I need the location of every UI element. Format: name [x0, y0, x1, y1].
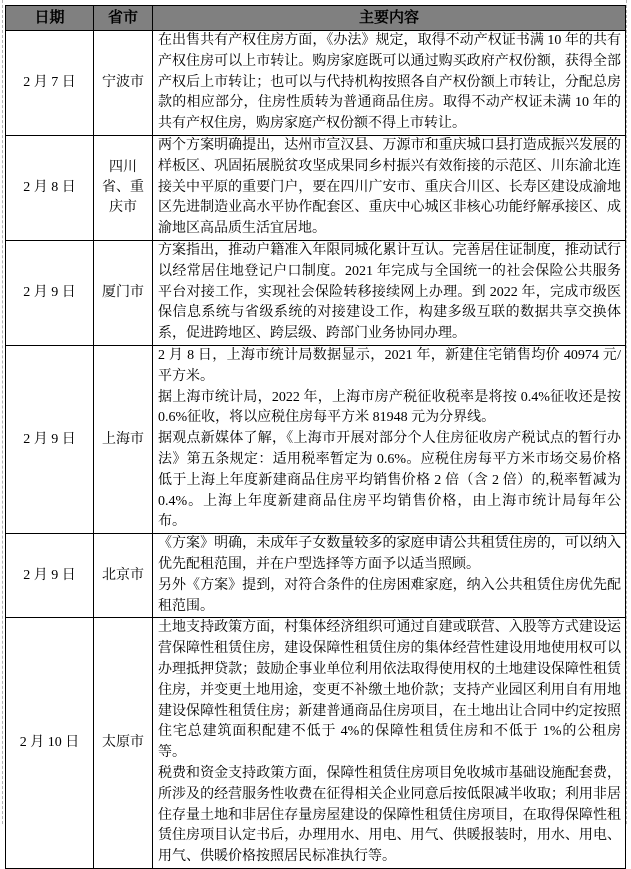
content-paragraph: 税费和资金支持政策方面，保障性租赁住房项目免收城市基础设施配套费，所涉及的经营服务性收费在征得相关企业同意后按低限减半收取；利用非居住存量土地和非居住存量房屋建设的保障性租赁住房项目，在取得保障性租赁住房项目认定书后，办理用水、用电、用气、供暖报装时，用水、用电、用气、供暖价格按照居民标准执行等。 — [158, 765, 621, 865]
content-paragraph: 方案指出，推动户籍准入年限同城化累计互认。完善居住证制度，推动试行以经常居住地登记户口制度。2021 年完成与全国统一的社会保险公共服务平台对接工作，实现社会保险转移接续网上办理。到 2022 年，完成市级医保信息系统与省级系统的对接建设工作，构建多级互联的数据共享交换体系，促进跨地区、跨层级、跨部门业务协同办理。 — [158, 242, 621, 342]
content-paragraph: 《方案》明确，未成年子女数量较多的家庭申请公共租赁住房的，可以纳入优先配租范围，并在户型选择等方面予以适当照顾。 — [158, 536, 621, 572]
header-row — [6, 6, 626, 31]
content-cell — [153, 534, 626, 618]
content-cell — [153, 240, 626, 345]
content-paragraph: 两个方案明确提出，达州市宣汉县、万源市和重庆城口县打造成振兴发展的样板区、巩固拓展脱贫攻坚成果同乡村振兴有效衔接的示范区、川东渝北连接关中平原的重要门户，要在四川广安市、重庆合川区、长寿区建设成渝地区先进制造业高水平协作配套区、重庆中心城区非核心功能纾解承接区、成渝地区高品质生活宜居地。 — [158, 137, 621, 237]
date-cell: 2 月 8 日 — [6, 135, 94, 240]
date-cell: 2 月 10 日 — [6, 618, 94, 869]
table-row-taiyuan — [6, 618, 626, 869]
city-cell: 太原市 — [94, 618, 153, 869]
table-row-beijing — [6, 534, 626, 618]
content-paragraph: 土地支持政策方面，村集体经济组织可通过自建或联营、入股等方式建设运营保障性租赁住房，建设保障性租赁住房的集体经营性建设用地使用权可以办理抵押贷款；鼓励企事业单位利用依法取得使用权的土地建设保障性租赁住房，并变更土地用途，变更不补缴土地价款；支持产业园区利用自有用地建设保障性租赁住房；新建普通商品住房项目，在土地出让合同中约定按照住宅总建筑面积配建不低于 4%的保障性租赁住房和不低于 1%的公租房等。 — [158, 620, 621, 761]
city-cell: 宁波市 — [94, 31, 153, 136]
content-paragraph: 据上海市统计局，2022 年，上海市房产税征收税率是将按 0.4%征收还是按 0.6%征收，将以应税住房每平方米 81948 元为分界线。 — [158, 389, 621, 426]
city-cell: 四川省、重庆市 — [94, 135, 153, 240]
header-city: 省市 — [94, 6, 153, 31]
city-cell: 厦门市 — [94, 240, 153, 345]
city-cell: 北京市 — [94, 534, 153, 618]
date-cell: 2 月 7 日 — [6, 31, 94, 136]
header-date: 日期 — [6, 6, 94, 31]
date-cell: 2 月 9 日 — [6, 345, 94, 533]
policy-table — [5, 5, 626, 869]
date-cell: 2 月 9 日 — [6, 534, 94, 618]
table-row-ningbo — [6, 31, 626, 136]
content-cell — [153, 618, 626, 869]
date-cell: 2 月 9 日 — [6, 240, 94, 345]
content-paragraph: 在出售共有产权住房方面，《办法》规定，取得不动产权证书满 10 年的共有产权住房可以上市转让。购房家庭既可以通过购买政府产权份额，获得全部产权后上市转让；也可以与代持机构按照各自产权份额上市转让，分配总房款的相应部分，住房性质转为普通商品住房。取得不动产权证未满 10 年的共有产权住房，购房家庭产权份额不得上市转让。 — [158, 33, 621, 132]
page-text-boundary-left — [2, 0, 3, 824]
content-paragraph: 据观点新媒体了解，《上海市开展对部分个人住房征收房产税试点的暂行办法》第五条规定：适用税率暂定为 0.6%。应税住房每平方米市场交易价格低于上海上年度新建商品住房平均销售价格 2 倍（含 2 倍）的,税率暂减为 0.4%。上海上年度新建商品住房平均销售价格，由上海市统计局每年公布。 — [158, 431, 621, 530]
page-text-boundary-right — [626, 0, 627, 824]
header-content: 主要内容 — [153, 6, 626, 31]
content-cell — [153, 345, 626, 533]
table-row-sichuan-chongqing — [6, 135, 626, 240]
content-cell — [153, 31, 626, 136]
content-cell — [153, 135, 626, 240]
table-row-xiamen — [6, 240, 626, 345]
content-paragraph: 2 月 8 日，上海市统计局数据显示，2021 年，新建住宅销售均价 40974 元/平方米。 — [158, 347, 621, 384]
content-paragraph: 另外《方案》提到，对符合条件的住房困难家庭，纳入公共租赁住房优先配租范围。 — [158, 577, 621, 614]
table-row-shanghai — [6, 345, 626, 533]
city-cell: 上海市 — [94, 345, 153, 533]
